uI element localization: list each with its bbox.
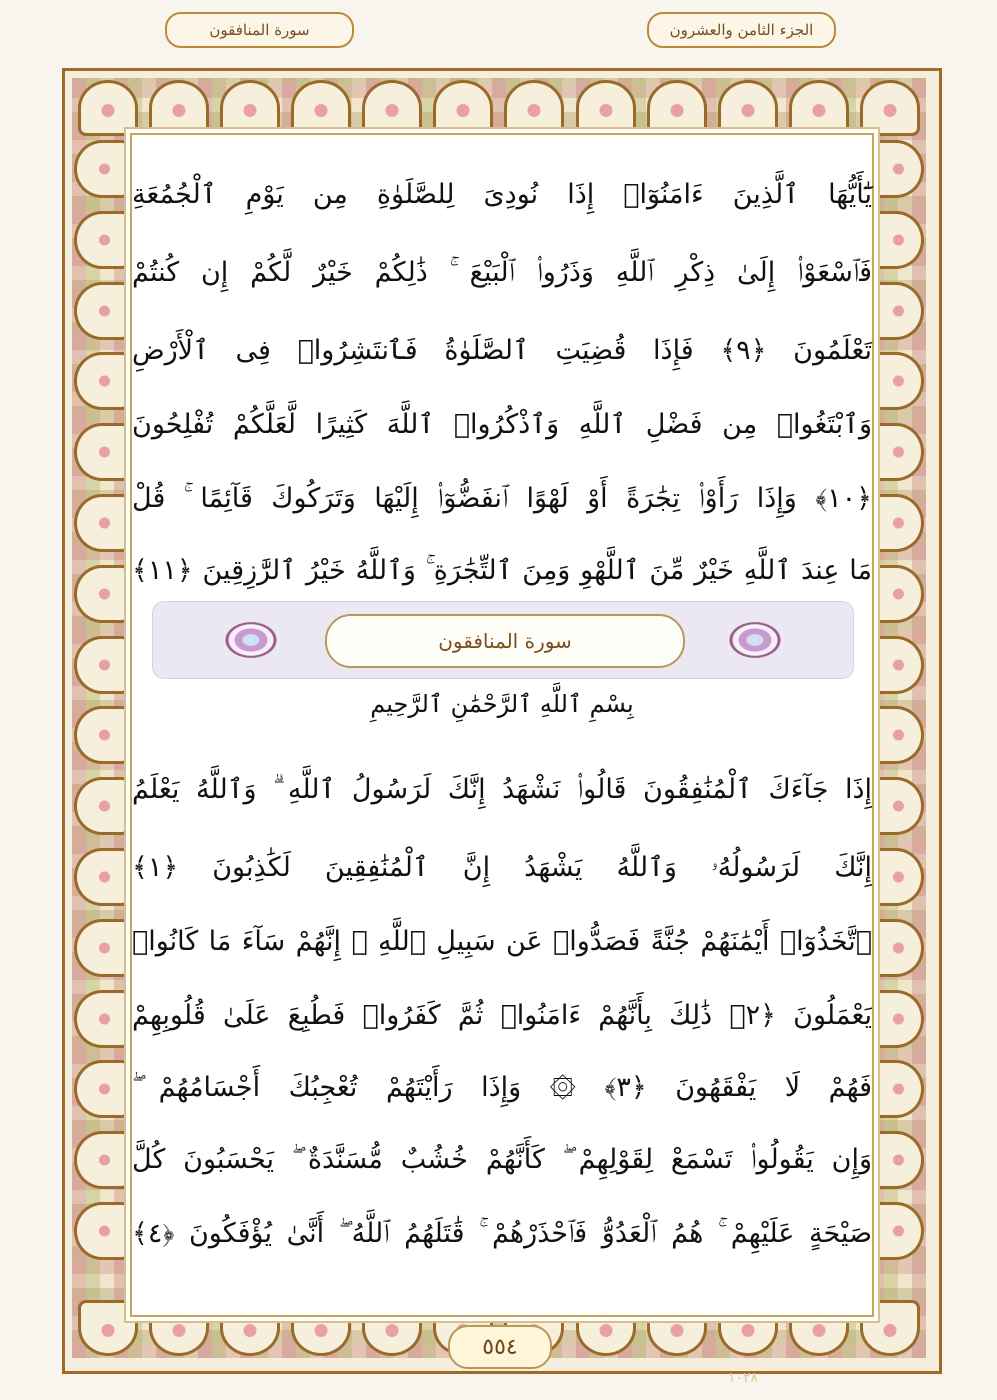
quran-line-6: مَا عِندَ ٱللَّهِ خَيْرٌ مِّنَ ٱللَّهْوِ وَمِنَ ٱلتِّجَٰرَةِ ۚ وَٱللَّهُ خَيْرُ ٱلرَّٰزِقِينَ ﴿١١﴾: [132, 555, 872, 586]
text-panel: [130, 133, 874, 1317]
surah-title-band: [152, 601, 854, 679]
quran-line-7: إِذَا جَآءَكَ ٱلْمُنَٰفِقُونَ قَالُوا۟ نَشْهَدُ إِنَّكَ لَرَسُولُ ٱللَّهِ ۗ وَٱللَّهُ يَعْلَمُ: [132, 774, 872, 805]
faint-page-mark: ١٠٢٨: [728, 1370, 759, 1386]
basmala: بِسْمِ ٱللَّهِ ٱلرَّحْمَٰنِ ٱلرَّحِيمِ: [370, 690, 634, 718]
page-number: ٥٥٤: [448, 1325, 552, 1369]
left-ornament-icon: [211, 612, 291, 668]
quran-line-9: ٱتَّخَذُوٓا۟ أَيْمَٰنَهُمْ جُنَّةً فَصَدُّوا۟ عَن سَبِيلِ ٱللَّهِ ۚ إِنَّهُمْ سَآءَ مَا كَانُوا۟: [132, 926, 872, 957]
frame-top-arches: [78, 80, 920, 136]
surah-name-header: سورة المنافقون: [165, 12, 354, 48]
frame-left-arches: [74, 140, 130, 1260]
quran-line-3: تَعْلَمُونَ ﴿٩﴾ فَإِذَا قُضِيَتِ ٱلصَّلَوٰةُ فَٱنتَشِرُوا۟ فِى ٱلْأَرْضِ: [132, 335, 872, 366]
juz-label-header: الجزء الثامن والعشرون: [647, 12, 836, 48]
quran-line-8: إِنَّكَ لَرَسُولُهُۥ وَٱللَّهُ يَشْهَدُ إِنَّ ٱلْمُنَٰفِقِينَ لَكَٰذِبُونَ ﴿١﴾: [132, 852, 872, 883]
quran-line-11: فَهُمْ لَا يَفْقَهُونَ ﴿٣﴾ ۞ وَإِذَا رَأَيْتَهُمْ تُعْجِبُكَ أَجْسَامُهُمْ ۖ: [132, 1072, 872, 1103]
quran-line-1: يَٰٓأَيُّهَا ٱلَّذِينَ ءَامَنُوٓا۟ إِذَا نُودِىَ لِلصَّلَوٰةِ مِن يَوْمِ ٱلْجُمُعَةِ: [132, 179, 872, 210]
quran-line-10: يَعْمَلُونَ ﴿٢﴾ ذَٰلِكَ بِأَنَّهُمْ ءَامَنُوا۟ ثُمَّ كَفَرُوا۟ فَطُبِعَ عَلَىٰ قُلُوبِهِمْ: [132, 1000, 872, 1031]
quran-line-5: ﴿١٠﴾ وَإِذَا رَأَوْا۟ تِجَٰرَةً أَوْ لَهْوًا ٱنفَضُّوٓا۟ إِلَيْهَا وَتَرَكُوكَ قَآئِمًا ۚ قُلْ: [132, 483, 872, 514]
right-ornament-icon: [715, 612, 795, 668]
quran-line-4: وَٱبْتَغُوا۟ مِن فَضْلِ ٱللَّهِ وَٱذْكُرُوا۟ ٱللَّهَ كَثِيرًا لَّعَلَّكُمْ تُفْلِحُونَ: [132, 409, 872, 440]
surah-title: سورة المنافقون: [325, 614, 685, 668]
frame-right-arches: [868, 140, 924, 1260]
quran-line-13: صَيْحَةٍ عَلَيْهِمْ ۚ هُمُ ٱلْعَدُوُّ فَٱحْذَرْهُمْ ۚ قَٰتَلَهُمُ ٱللَّهُ ۖ أَنَّىٰ يُؤْفَكُونَ ﴿٤﴾: [132, 1218, 872, 1249]
quran-line-2: فَٱسْعَوْا۟ إِلَىٰ ذِكْرِ ٱللَّهِ وَذَرُوا۟ ٱلْبَيْعَ ۚ ذَٰلِكُمْ خَيْرٌ لَّكُمْ إِن كُنتُمْ: [132, 257, 872, 288]
quran-line-12: وَإِن يَقُولُوا۟ تَسْمَعْ لِقَوْلِهِمْ ۖ كَأَنَّهُمْ خُشُبٌ مُّسَنَّدَةٌ ۖ يَحْسَبُونَ كُلَّ: [132, 1144, 872, 1175]
